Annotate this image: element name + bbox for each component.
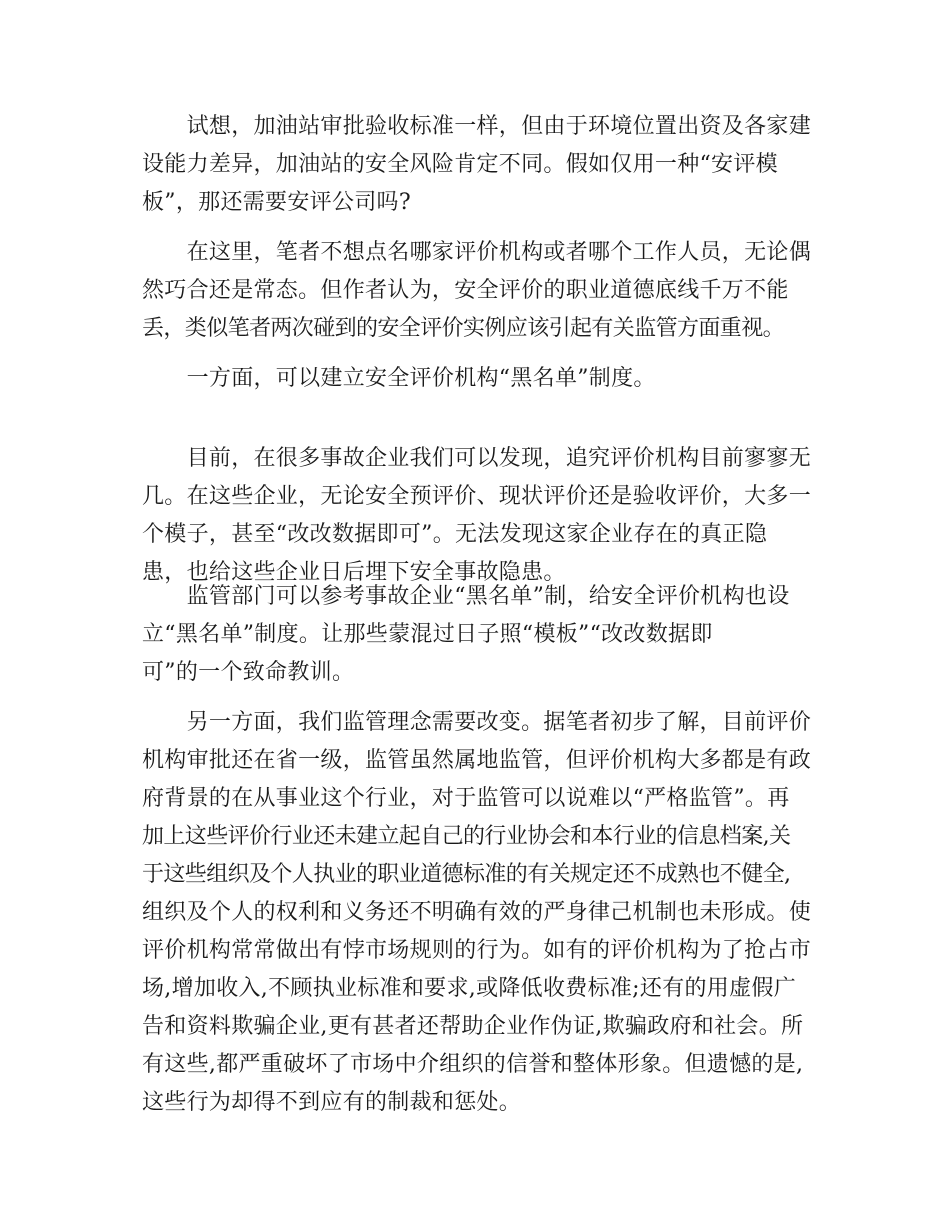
paragraph-6 [142,704,810,1122]
paragraph-line: 几。在这些企业，无论安全预评价、现状评价还是验收评价，大多一 [142,484,812,509]
paragraph-line: 机构审批还在省一级，监管虽然属地监管，但评价机构大多都是有政 [142,748,812,773]
paragraph-1 [142,108,810,222]
paragraph-line: 府背景的在从事业这个行业，对于监管可以说难以“严格监管”。再 [142,786,790,811]
paragraph-3 [142,360,810,398]
paragraph-4 [142,440,810,592]
paragraph-line: 另一方面，我们监管理念需要改变。据笔者初步了解，目前评价 [142,710,812,735]
paragraph-line: 组织及个人的权利和义务还不明确有效的严身律己机制也未形成。使 [142,900,812,925]
paragraph-line: 立“黑名单”制度。让那些蒙混过日子照“模板”“改改数据即 [142,622,713,647]
paragraph-5 [142,578,810,692]
paragraph-line: 告和资料欺骗企业,更有甚者还帮助企业作伪证,欺骗政府和社会。所 [142,1014,804,1039]
paragraph-line: 板”，那还需要安评公司吗? [142,190,411,215]
paragraph-line: 患，也给这些企业日后埋下安全事故隐患。 [142,560,566,585]
paragraph-line: 个模子，甚至“改改数据即可”。无法发现这家企业存在的真正隐 [142,522,768,547]
paragraph-line: 评价机构常常做出有悖市场规则的行为。如有的评价机构为了抢占市 [142,938,812,963]
paragraph-line: 试想，加油站审批验收标准一样，但由于环境位置出资及各家建 [142,114,812,139]
paragraph-line: 监管部门可以参考事故企业“黑名单”制，给安全评价机构也设 [142,584,790,609]
paragraph-line: 然巧合还是常态。但作者认为，安全评价的职业道德底线千万不能 [142,278,789,303]
paragraph-2 [142,234,810,348]
paragraph-line: 设能力差异，加油站的安全风险肯定不同。假如仅用一种“安评模 [142,152,778,177]
paragraph-line: 有这些,都严重破坏了市场中介组织的信誉和整体形象。但遗憾的是, [142,1052,804,1077]
paragraph-line: 场,增加收入,不顾执业标准和要求,或降低收费标准;还有的用虚假广 [142,976,796,1001]
paragraph-line: 丢，类似笔者两次碰到的安全评价实例应该引起有关监管方面重视。 [142,316,785,341]
paragraph-line: 目前，在很多事故企业我们可以发现，追究评价机构目前寥寥无 [142,446,812,471]
paragraph-line: 加上这些评价行业还未建立起自己的行业协会和本行业的信息档案,关 [142,824,791,849]
paragraph-line: 可”的一个致命教训。 [142,660,355,685]
paragraph-line: 一方面，可以建立安全评价机构“黑名单”制度。 [142,366,656,391]
paragraph-line: 在这里，笔者不想点名哪家评价机构或者哪个工作人员，无论偶 [142,240,812,265]
paragraph-line: 这些行为却得不到应有的制裁和惩处。 [142,1090,522,1115]
paragraph-line: 于这些组织及个人执业的职业道德标准的有关规定还不成熟也不健全, [142,862,791,887]
